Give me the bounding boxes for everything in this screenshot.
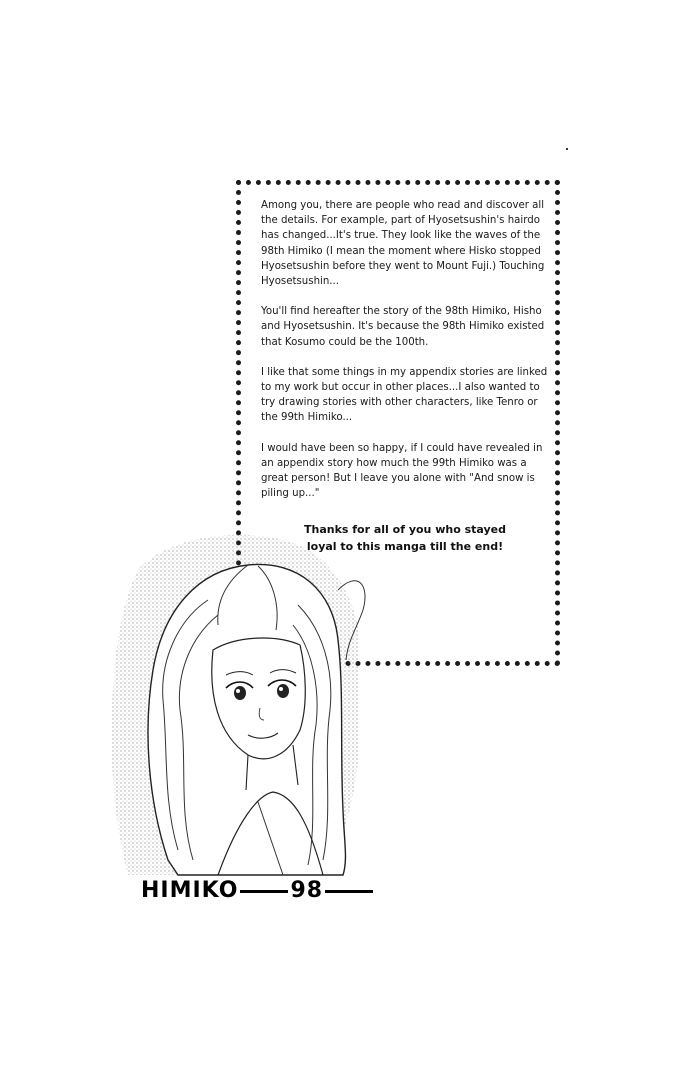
- speck: [566, 148, 568, 150]
- note-paragraph-3: I like that some things in my appendix stories are linked to my work but occur in other places...I also wanted to try drawing stories with other characters, like Tenro or the 99th Himiko...: [261, 366, 548, 424]
- himiko-portrait-illustration: [108, 530, 438, 880]
- thanks-line-1: Thanks for all of you who stayed: [303, 523, 506, 536]
- caption-number: 98: [290, 878, 324, 903]
- caption-dash-right: [325, 890, 373, 893]
- note-paragraph-1: Among you, there are people who read and discover all the details. For example, part of Hyosetsushin's hairdo has changed...It's true. They look like the waves of the 98th Himiko (I mean the moment where Hisko stopped Hyosetsushin before they went to Mount Fuji.) Touching Hyosetsushin...: [261, 200, 545, 288]
- caption-dash-left: [240, 890, 288, 893]
- thanks-line-2: loyal to this manga till the end!: [306, 540, 504, 553]
- note-paragraph-2: You'll find hereafter the story of the 98th Himiko, Hisho and Hyosetsushin. It's because the 98th Himiko existed that Kosumo could be the 100th.: [261, 306, 545, 348]
- author-note-text: [261, 198, 549, 516]
- note-paragraph-4: I would have been so happy, if I could have revealed in an appendix story how much the 99th Himiko was a great person! But I leave you alone with "And snow is piling up...": [261, 442, 543, 500]
- chapter-caption: [141, 878, 375, 903]
- caption-title: HIMIKO: [141, 878, 239, 903]
